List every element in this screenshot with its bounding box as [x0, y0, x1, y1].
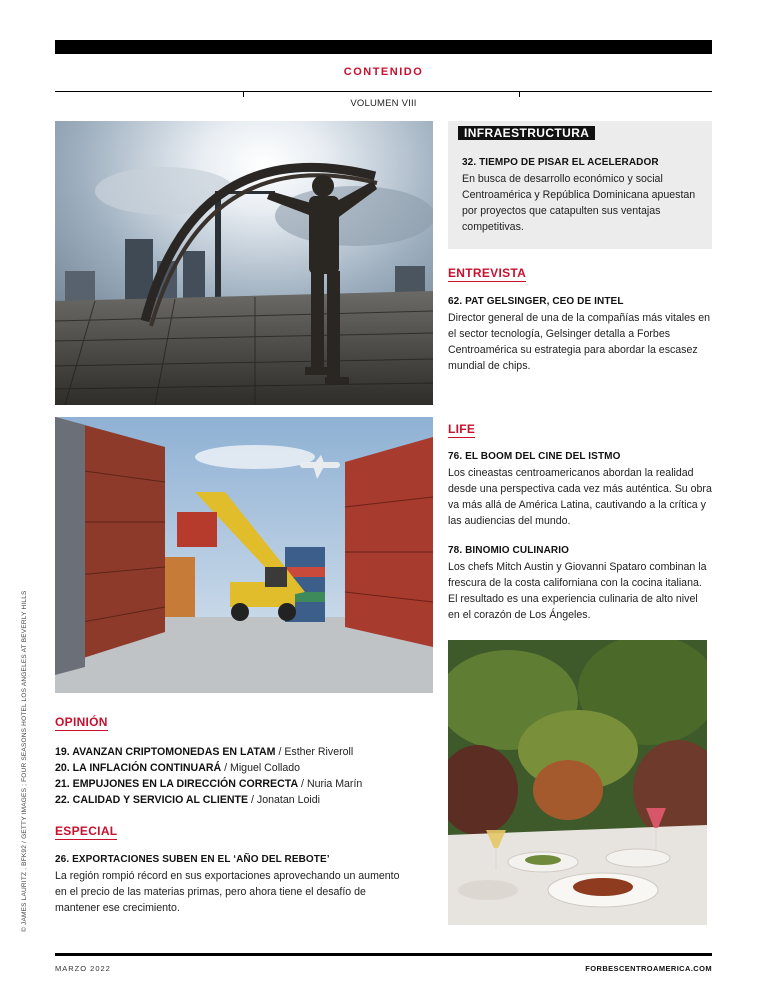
life-article-2-title: 78. BINOMIO CULINARIO: [448, 545, 569, 556]
opinion-item-title: 21. EMPUJONES EN LA DIRECCIÓN CORRECTA: [55, 778, 299, 790]
life-heading-wrap: [448, 420, 475, 438]
list-item: [55, 776, 435, 792]
construction-worker-photo: [55, 121, 433, 405]
opinion-label: OPINIÓN: [55, 715, 108, 729]
opinion-item-author: / Esther Riveroll: [275, 746, 354, 758]
opinion-list: [55, 744, 435, 808]
opinion-heading-wrap: [55, 713, 108, 731]
infraestructura-label: INFRAESTRUCTURA: [458, 126, 595, 140]
life-article-2-body: Los chefs Mitch Austin y Giovanni Spataro combinan la frescura de la costa californiana con la cocina italiana. El resultado es una experiencia culinaria de alto nivel en el corazón de Los Ángeles.: [448, 561, 707, 621]
entrevista-article-body: Director general de una de la compañías más vitales en el sector tecnología, Gelsinger detalla a Forbes Centroamérica su estrategia para abordar la escasez mundial de chips.: [448, 312, 711, 372]
especial-label: ESPECIAL: [55, 824, 118, 838]
volume-label: VOLUMEN VIII: [350, 98, 417, 109]
section-label: CONTENIDO: [343, 66, 424, 78]
entrevista-label: ENTREVISTA: [448, 266, 527, 280]
photo-credit: © JAMES LAURITZ , BFK92 / GETTY IMAGES ; FOUR SEASONS HOTEL LOS ANGELES AT BEVERLY HILLS: [21, 590, 28, 932]
opinion-item-title: 20. LA INFLACIÓN CONTINUARÁ: [55, 762, 222, 774]
opinion-item-title: 19. AVANZAN CRIPTOMONEDAS EN LATAM: [55, 746, 276, 758]
life-label: LIFE: [448, 422, 476, 436]
header-rule: [55, 91, 712, 92]
opinion-item-author: / Nuria Marín: [298, 778, 363, 790]
life-article-1-title: 76. EL BOOM DEL CINE DEL ISTMO: [448, 451, 621, 462]
rule-tick-left: [243, 91, 244, 97]
opinion-item-author: / Jonatan Loidi: [248, 794, 320, 806]
entrevista-heading-wrap: [448, 264, 526, 282]
entrevista-article-title: 62. PAT GELSINGER, CEO DE INTEL: [448, 296, 624, 307]
opinion-item-author: / Miguel Collado: [221, 762, 301, 774]
especial-article-title: 26. EXPORTACIONES SUBEN EN EL ‘AÑO DEL REBOTE’: [55, 854, 330, 865]
rule-tick-right: [519, 91, 520, 97]
list-item: [55, 792, 435, 808]
restaurant-food-photo: [448, 640, 707, 925]
infraestructura-article-body: En busca de desarrollo económico y social Centroamérica y República Dominicana apuestan por proyectos que catapulten sus ventajas competitivas.: [462, 173, 696, 233]
especial-heading-wrap: [55, 822, 117, 840]
especial-article-body: La región rompió récord en sus exportaciones aprovechando un aumento en el precio de las materias primas, pero ahora tiene el desafío de mantener ese crecimiento.: [55, 870, 400, 914]
shipping-containers-photo: [55, 417, 433, 693]
list-item: [55, 760, 435, 776]
life-article-1-body: Los cineastas centroamericanos abordan la realidad desde una perspectiva cada vez más auténtica. Su obra va más allá de América Latina, cautivando a la crítica y las audiencias del mundo.: [448, 467, 712, 527]
footer-website[interactable]: FORBESCENTROAMERICA.COM: [585, 964, 712, 973]
list-item: [55, 744, 435, 760]
infraestructura-article-title: 32. TIEMPO DE PISAR EL ACELERADOR: [462, 157, 659, 168]
bottom-bar: [55, 953, 712, 956]
top-bar: [55, 40, 712, 54]
footer-date: MARZO 2022: [55, 964, 111, 973]
opinion-item-title: 22. CALIDAD Y SERVICIO AL CLIENTE: [55, 794, 249, 806]
